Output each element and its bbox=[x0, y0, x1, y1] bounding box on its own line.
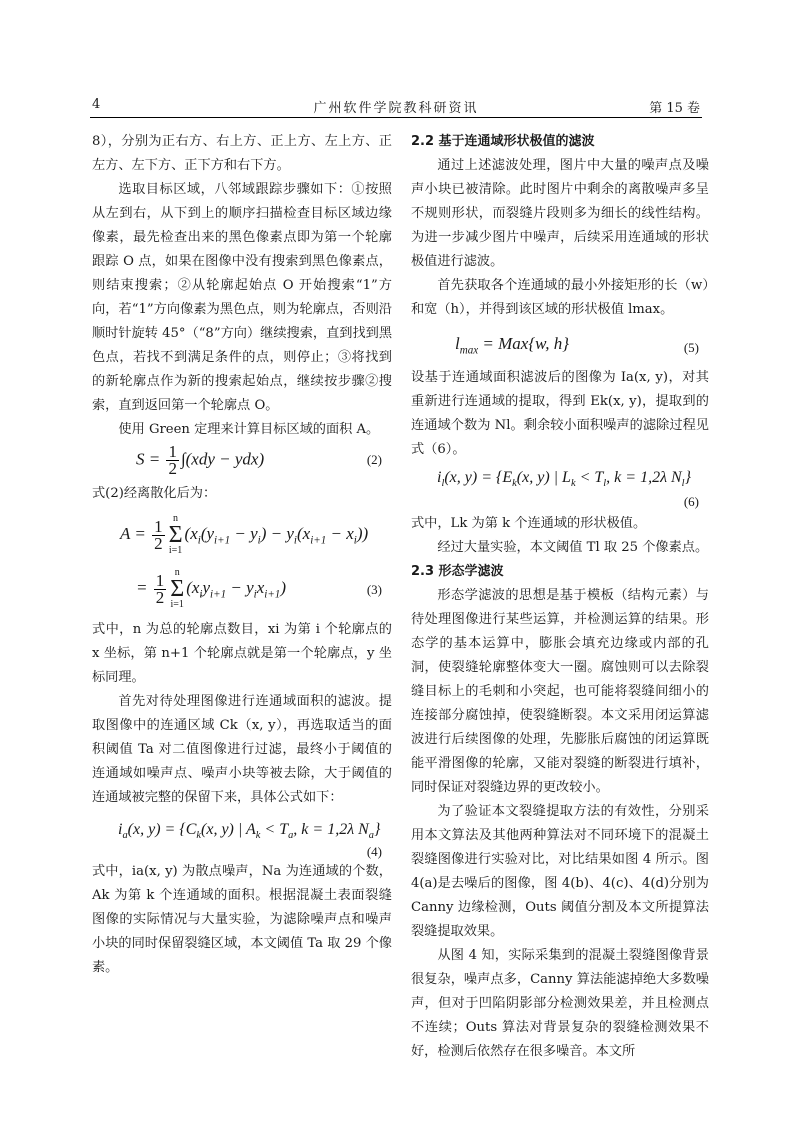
paragraph: 8），分别为正右方、右上方、正上方、左上方、正左方、左下方、正下方和右下方。 bbox=[92, 134, 392, 173]
paragraph: 选取目标区域，八邻域跟踪步骤如下：①按照从左到右，从下到上的顺序扫描检查目标区域边缘像素，最先检查出来的黑色像素点即为第一个轮廓跟踪 O 点，如果在图像中没有搜索到黑色像素点，则结束搜索；②从轮廓起始点 O 开始搜索“1”方向，若“1”方向像素为黑色点，则为轮廓点，否则沿顺时针旋转 45°（“8”方向）继续搜索，直到找到黑色点，若找不到满足条件的点，则停止；③将找到的新轮廓点作为新的搜索起始点，继续按步骤②搜索，直到返回第一个轮廓点 O。 bbox=[92, 182, 393, 413]
equation-3: A = $\frac{1}{2}$ n Σ $i=1(x_i(y_{i+1} - y_i) - y_i(x_{i+1} - x_i))$ = $\frac{1}{2}$ n Σ $i=1(x_iy_{i+1} - y_ix_{i+1})$ (3) bbox=[120, 513, 382, 610]
paragraph: 式中，n 为总的轮廓点数目，xi 为第 i 个轮廓点的 x 坐标，第 n+1 个轮廓点就是第一个轮廓点，y 坐标同理。 bbox=[92, 622, 392, 685]
volume-label: 第 15 卷 bbox=[649, 101, 700, 116]
equation-5: $l_{max} = Max\{w$, h} (5) bbox=[411, 322, 709, 366]
left-column bbox=[92, 130, 392, 980]
equation-number: (5) bbox=[683, 340, 699, 355]
equation-number: (6) bbox=[683, 494, 699, 509]
section-heading: 2.2 基于连通域形状极值的滤波 bbox=[411, 134, 595, 149]
equation-number: (4) bbox=[366, 844, 382, 859]
paragraph: 通过上述滤波处理，图片中大量的噪声点及噪声小块已被清除。此时图片中剩余的离散噪声多呈不规则形状，而裂缝片段则多为细长的线性结构。为进一步减少图片中噪声，后续采用连通域的形状极值进行滤波。 bbox=[411, 158, 709, 269]
page-number: 4 bbox=[92, 97, 101, 112]
paragraph: 设基于连通域面积滤波后的图像为 Ia(x, y)，对其重新进行连通域的提取，得到 Ek(x, y)，提取到的连通域个数为 Nl。剩余较小面积噪声的滤除过程见式（6）。 bbox=[411, 370, 709, 457]
paragraph: 式中，ia(x, y) 为散点噪声，Na 为连通域的个数，Ak 为第 k 个连通域的面积。根据混凝土表面裂缝图像的实际情况与大量实验，为滤除噪声点和噪声小块的同时保留裂缝区域，本文阈值 Ta 取 29 个像素。 bbox=[92, 864, 392, 975]
equation-number: (3) bbox=[366, 582, 382, 597]
equation-2: S = $\frac{1}{2}$ ∫(xdy − ydx) (2) bbox=[136, 442, 382, 478]
paragraph: 从图 4 知，实际采集到的混凝土裂缝图像背景很复杂，噪声点多，Canny 算法能滤掉绝大多数噪声，但对于凹陷阴影部分检测效果差，并且检测点不连续；Outs 算法对背景复杂的裂缝检测效果不好，检测后依然存在很多噪音。本文所 bbox=[411, 948, 709, 1059]
journal-title: 广州软件学院教科研资讯 bbox=[313, 101, 479, 116]
paragraph: 形态学滤波的思想是基于模板（结构元素）与待处理图像进行某些运算，并检测运算的结果。形态学的基本运算中，膨胀会填充边缘或内部的孔洞，使裂缝轮廓整体变大一圈。腐蚀则可以去除裂缝目标上的毛刺和小突起，也可能将裂缝间细小的连接部分腐蚀掉，使裂缝断裂。本文采用闭运算滤波进行后续图像的处理，先膨胀后腐蚀的闭运算既能平滑图像的轮廓，又能对裂缝的断裂进行填补，同时保证对裂缝边界的更改较小。 bbox=[411, 588, 709, 795]
equation-4: $i_a(x$, $y) = \{C_k(x$, y) | $A_k < T_a$, k = 1,2λ $N_a$} (4) bbox=[92, 810, 392, 860]
right-column bbox=[411, 130, 709, 1064]
paragraph: 首先获取各个连通域的最小外接矩形的长（w）和宽（h），并得到该区域的形状极值 lmax。 bbox=[411, 278, 709, 317]
equation-6: $i_l(x$, $y) = \{E_k(x$, y) | $L_k < T_l$, k = 1,2λ $N_l$} (6) bbox=[411, 462, 709, 512]
paragraph: 首先对待处理图像进行连通域面积的滤波。提取图像中的连通区域 Ck（x, y），再选取适当的面积阈值 Ta 对二值图像进行过滤，最终小于阈值的连通域如噪声点、噪声小块等被去除，大于阈值的连通域被完整的保留下来，具体公式如下： bbox=[92, 694, 392, 805]
paragraph: 式中，Lk 为第 k 个连通域的形状极值。 bbox=[411, 516, 647, 531]
equation-number: (2) bbox=[366, 452, 382, 467]
page-header bbox=[90, 95, 702, 118]
paragraph: 经过大量实验，本文阈值 Tl 取 25 个像素点。 bbox=[437, 540, 709, 555]
paragraph: 为了验证本文裂缝提取方法的有效性，分别采用本文算法及其他两种算法对不同环境下的混凝土裂缝图像进行实验对比，对比结果如图 4 所示。图 4(a)是去噪后的图像，图 4(b)、4(c)、4(d)分别为 Canny 边缘检测，Outs 阈值分割及本文所提算法裂缝提取效果。 bbox=[411, 804, 709, 939]
paragraph: 式(2)经离散化后为： bbox=[92, 486, 217, 501]
paragraph: 使用 Green 定理来计算目标区域的面积 A。 bbox=[118, 422, 380, 437]
section-heading: 2.3 形态学滤波 bbox=[411, 564, 504, 579]
